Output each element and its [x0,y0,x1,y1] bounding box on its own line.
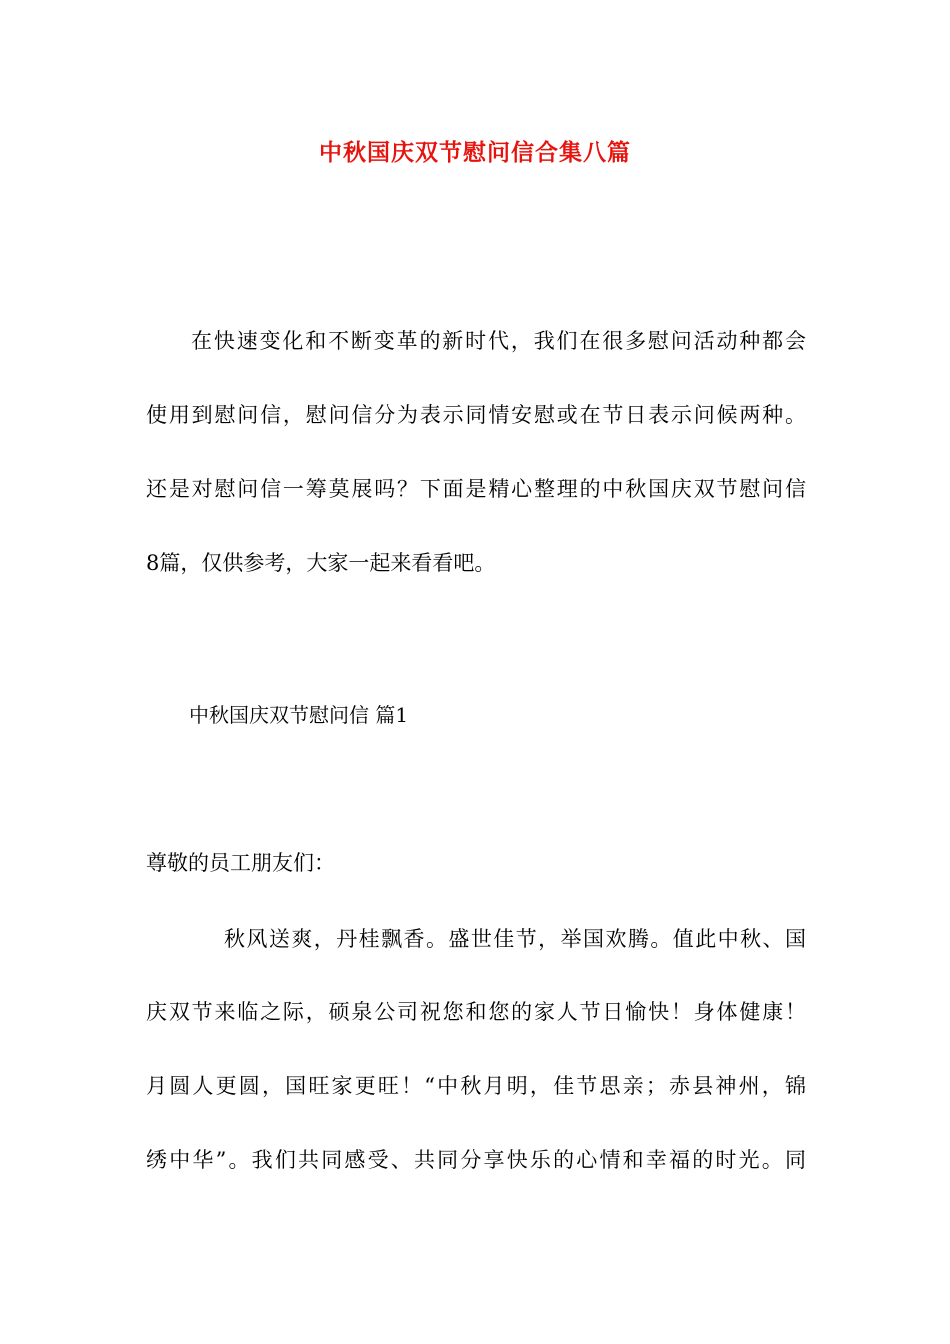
section-heading: 中秋国庆双节慰问信 篇1 [189,703,409,727]
body-line-3: 月圆人更圆，国旺家更旺！“中秋月明，佳节思亲；赤县神州，锦 [146,1074,806,1098]
body-line-1: 秋风送爽，丹桂飘香。盛世佳节，举国欢腾。值此中秋、国 [224,927,806,951]
body-line-4: 绣中华”。我们共同感受、共同分享快乐的心情和幸福的时光。同 [146,1148,806,1172]
salutation: 尊敬的员工朋友们： [146,851,335,875]
document-title: 中秋国庆双节慰问信合集八篇 [319,139,631,166]
intro-line-1: 在快速变化和不断变革的新时代，我们在很多慰问活动种都会 [191,329,806,353]
intro-line-4: 8篇，仅供参考，大家一起来看看吧。 [146,551,496,575]
intro-line-3: 还是对慰问信一筹莫展吗？下面是精心整理的中秋国庆双节慰问信 [146,477,806,501]
intro-line-2: 使用到慰问信，慰问信分为表示同情安慰或在节日表示问候两种。 [146,403,806,427]
body-line-2: 庆双节来临之际，硕泉公司祝您和您的家人节日愉快！身体健康！ [146,1000,806,1024]
